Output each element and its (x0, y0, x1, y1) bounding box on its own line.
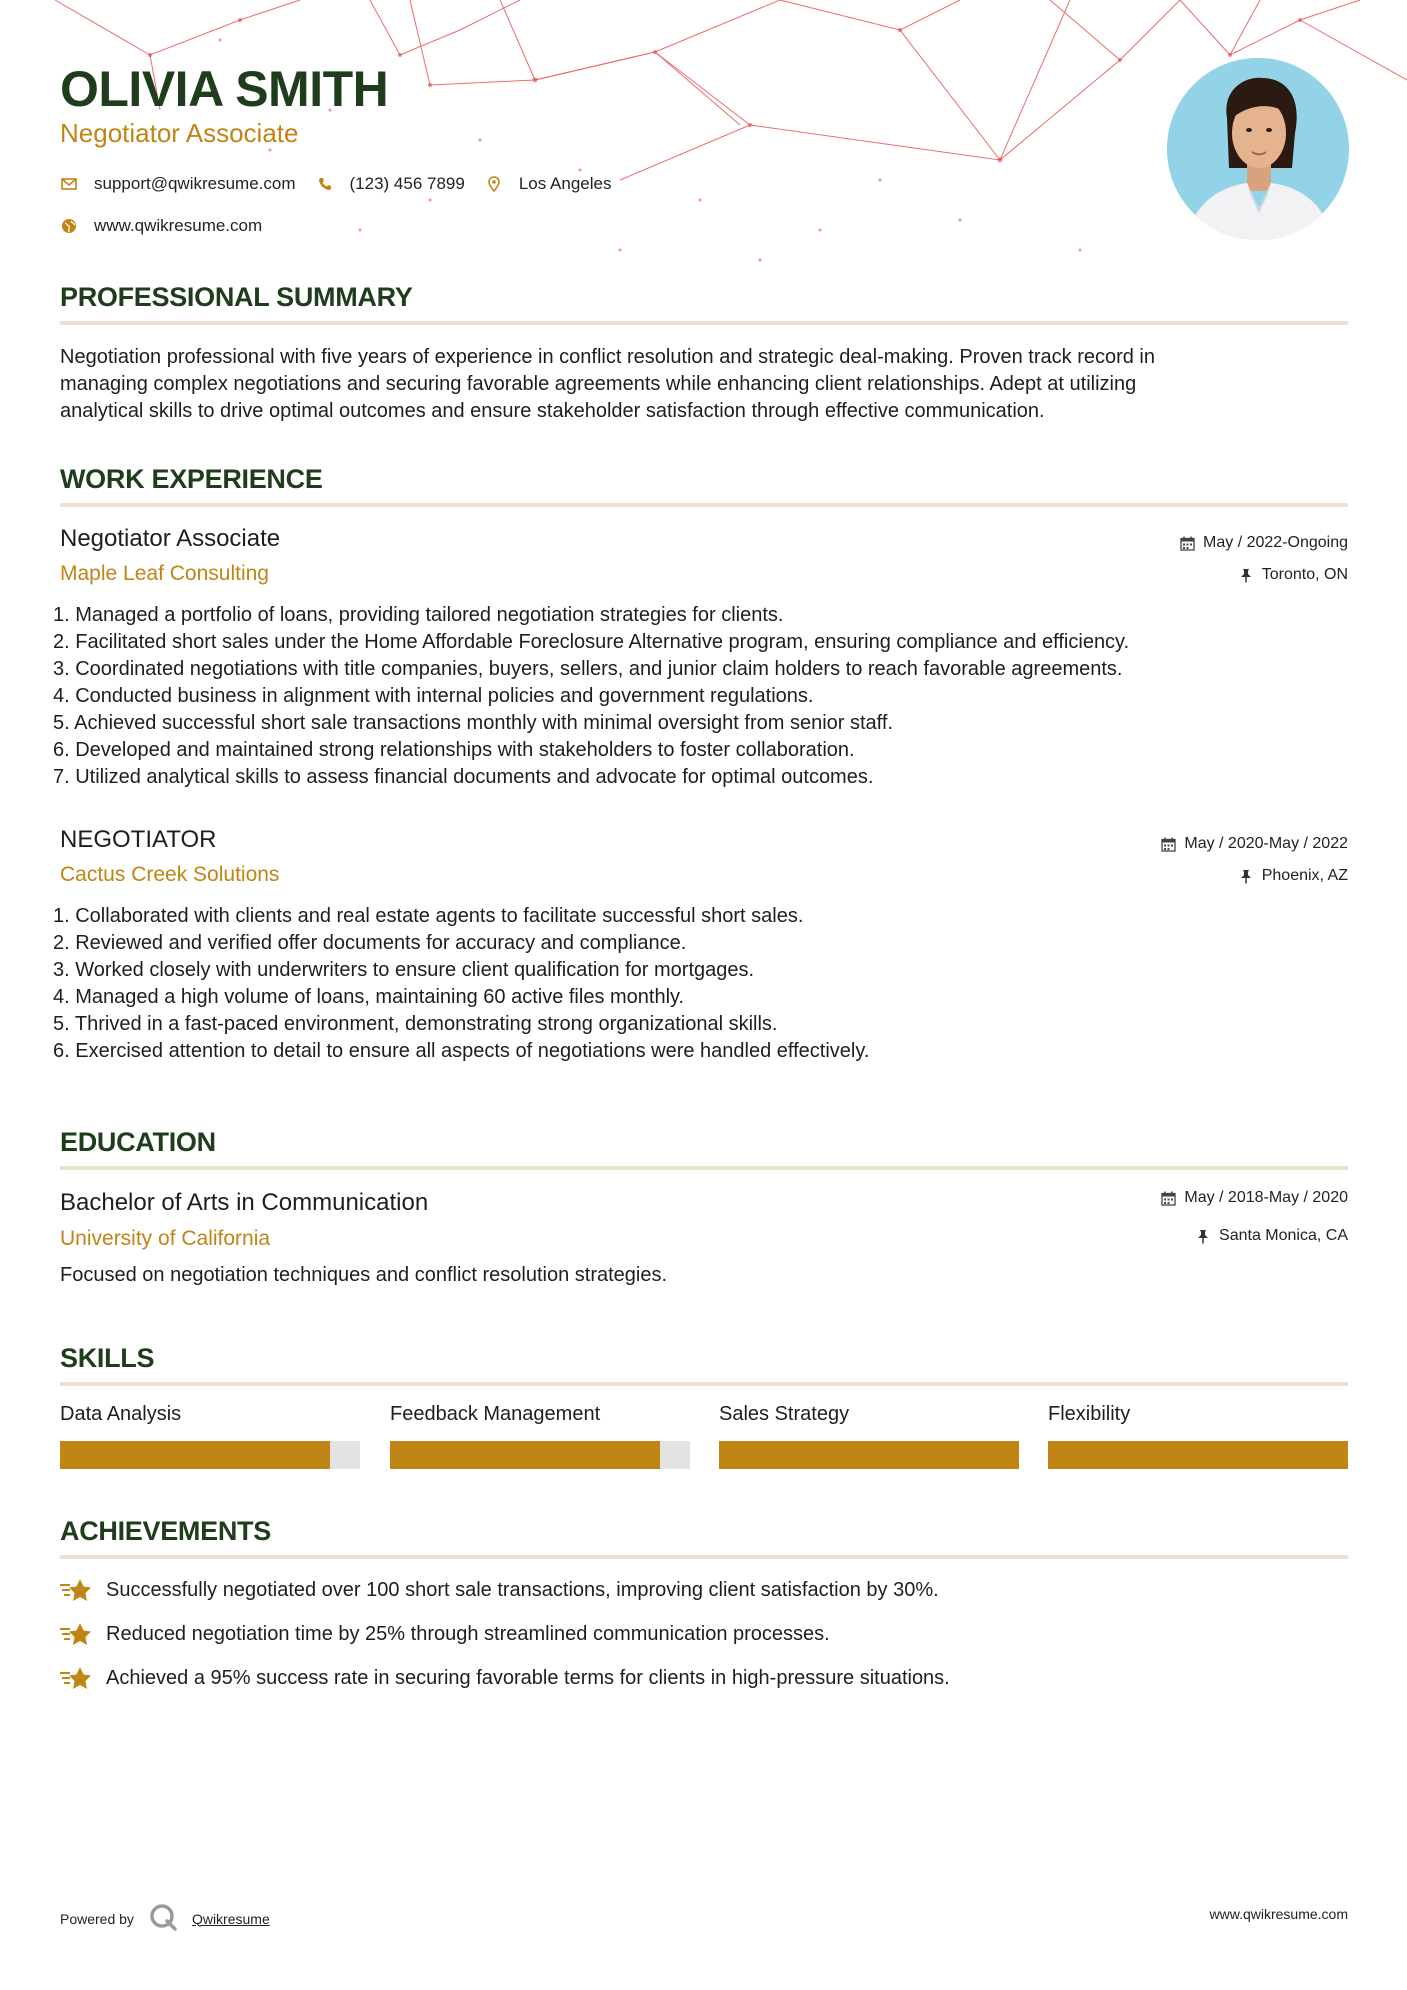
job-location (1238, 867, 1348, 885)
calendar-icon (1160, 836, 1176, 852)
email-text: support@qwikresume.com (94, 174, 296, 193)
list-item: 5. Thrived in a fast-paced environment, demonstrating strong organizational skills. (53, 1013, 778, 1035)
map-pin-icon (485, 175, 503, 193)
job-title: NEGOTIATOR (60, 826, 217, 853)
contact-phone[interactable] (316, 174, 465, 194)
summary-line: Negotiation professional with five years of experience in conflict resolution and strategic deal-making. Proven track record in (60, 346, 1155, 368)
section-title-skills: SKILLS (60, 1343, 155, 1373)
job-dates (1179, 534, 1348, 552)
location-text: Los Angeles (518, 174, 612, 193)
contact-location (485, 174, 612, 194)
job-responsibilities (53, 602, 1353, 791)
section-divider (60, 321, 1348, 325)
job-dates (1160, 835, 1348, 853)
phone-icon (316, 175, 334, 193)
skill-bar (60, 1441, 360, 1469)
section-divider (60, 503, 1348, 507)
skill-bar-fill (60, 1441, 330, 1469)
skill-bar-fill (719, 1441, 1019, 1469)
list-item: 6. Developed and maintained strong relationships with stakeholders to foster collaboration. (53, 739, 855, 761)
dates-text: May / 2020-May / 2022 (1184, 835, 1348, 852)
skill-bar-fill (1048, 1441, 1348, 1469)
section-title-education: EDUCATION (60, 1127, 216, 1157)
list-item: 6. Exercised attention to detail to ensure all aspects of negotiations were handled effectively. (53, 1040, 870, 1062)
school-name: University of California (60, 1227, 271, 1250)
candidate-title: Negotiator Associate (60, 118, 299, 148)
job-title: Negotiator Associate (60, 525, 281, 552)
qwikresume-link[interactable]: Qwikresume (191, 1910, 270, 1927)
section-divider (60, 1555, 1348, 1559)
skill-name: Flexibility (1048, 1403, 1131, 1425)
summary-text (60, 344, 1348, 425)
section-title-achievements: ACHIEVEMENTS (60, 1516, 271, 1546)
company-name: Maple Leaf Consulting (60, 562, 269, 585)
list-item: 5. Achieved successful short sale transactions monthly with minimal oversight from senior staff. (53, 712, 893, 734)
job-location (1238, 566, 1348, 584)
achievement-text: Reduced negotiation time by 25% through streamlined communication processes. (106, 1622, 830, 1645)
contact-website[interactable] (60, 216, 262, 236)
website-text: www.qwikresume.com (94, 216, 263, 235)
dates-text: May / 2022-Ongoing (1203, 534, 1348, 551)
location-text: Toronto, ON (1261, 566, 1348, 583)
contact-row-primary (60, 174, 631, 194)
list-item: 4. Managed a high volume of loans, maintaining 60 active files monthly. (53, 986, 685, 1008)
section-title-experience: WORK EXPERIENCE (60, 464, 323, 494)
job-responsibilities (53, 903, 1353, 1065)
education-location (1195, 1227, 1348, 1245)
list-item: 2. Facilitated short sales under the Home Affordable Foreclosure Alternative program, ensuring compliance and efficiency. (53, 631, 1130, 653)
list-item: 3. Worked closely with underwriters to ensure client qualification for mortgages. (53, 959, 755, 981)
skill-name: Sales Strategy (719, 1403, 850, 1425)
pushpin-icon (1238, 567, 1254, 583)
location-text: Phoenix, AZ (1261, 867, 1348, 884)
skill-bar-fill (390, 1441, 660, 1469)
skill-name: Feedback Management (390, 1403, 601, 1425)
powered-by-label: Powered by (60, 1910, 134, 1927)
list-item: 1. Collaborated with clients and real estate agents to facilitate successful short sales. (53, 905, 804, 927)
list-item: 1. Managed a portfolio of loans, providing tailored negotiation strategies for clients. (53, 604, 784, 626)
candidate-name: OLIVIA SMITH (60, 61, 389, 117)
achievement-text: Successfully negotiated over 100 short sale transactions, improving client satisfaction by 30%. (106, 1578, 939, 1601)
list-item: 2. Reviewed and verified offer documents for accuracy and compliance. (53, 932, 687, 954)
section-divider (60, 1382, 1348, 1386)
summary-line: managing complex negotiations and securing favorable agreements while enhancing client relationships. Adept at utilizing (60, 373, 1137, 395)
skill-bar (1048, 1441, 1348, 1469)
skill-name: Data Analysis (60, 1403, 182, 1425)
list-item: 3. Coordinated negotiations with title companies, buyers, sellers, and junior claim holders to reach favorable agreements. (53, 658, 1123, 680)
summary-line: analytical skills to drive optimal outcomes and ensure stakeholder satisfaction through effective communication. (60, 400, 1045, 422)
envelope-icon (60, 175, 78, 193)
star-icon (60, 1577, 92, 1603)
footer-website[interactable]: www.qwikresume.com (1209, 1906, 1348, 1922)
phone-text: (123) 456 7899 (349, 174, 465, 193)
dates-text: May / 2018-May / 2020 (1184, 1189, 1348, 1206)
degree-title: Bachelor of Arts in Communication (60, 1189, 429, 1216)
location-text: Santa Monica, CA (1219, 1227, 1348, 1244)
list-item: 4. Conducted business in alignment with internal policies and government regulations. (53, 685, 814, 707)
footer-powered-by (60, 1902, 270, 1935)
achievement-text: Achieved a 95% success rate in securing favorable terms for clients in high-pressure situations. (106, 1666, 950, 1689)
achievement-item (60, 1665, 950, 1691)
skill-bar (719, 1441, 1019, 1469)
skill-bar (390, 1441, 690, 1469)
contact-row-secondary (60, 216, 282, 236)
pushpin-icon (1238, 868, 1254, 884)
education-description: Focused on negotiation techniques and conflict resolution strategies. (60, 1264, 668, 1286)
star-icon (60, 1665, 92, 1691)
section-divider (60, 1166, 1348, 1170)
star-icon (60, 1621, 92, 1647)
qwikresume-logo-icon (148, 1902, 178, 1935)
profile-photo (1167, 58, 1349, 240)
calendar-icon (1179, 535, 1195, 551)
education-dates (1160, 1189, 1348, 1207)
section-title-summary: PROFESSIONAL SUMMARY (60, 282, 413, 312)
achievement-item (60, 1621, 830, 1647)
contact-email[interactable] (60, 174, 296, 194)
company-name: Cactus Creek Solutions (60, 863, 280, 886)
list-item: 7. Utilized analytical skills to assess financial documents and advocate for optimal outcomes. (53, 766, 874, 788)
globe-icon (60, 217, 78, 235)
pushpin-icon (1195, 1228, 1211, 1244)
achievement-item (60, 1577, 939, 1603)
calendar-icon (1160, 1190, 1176, 1206)
